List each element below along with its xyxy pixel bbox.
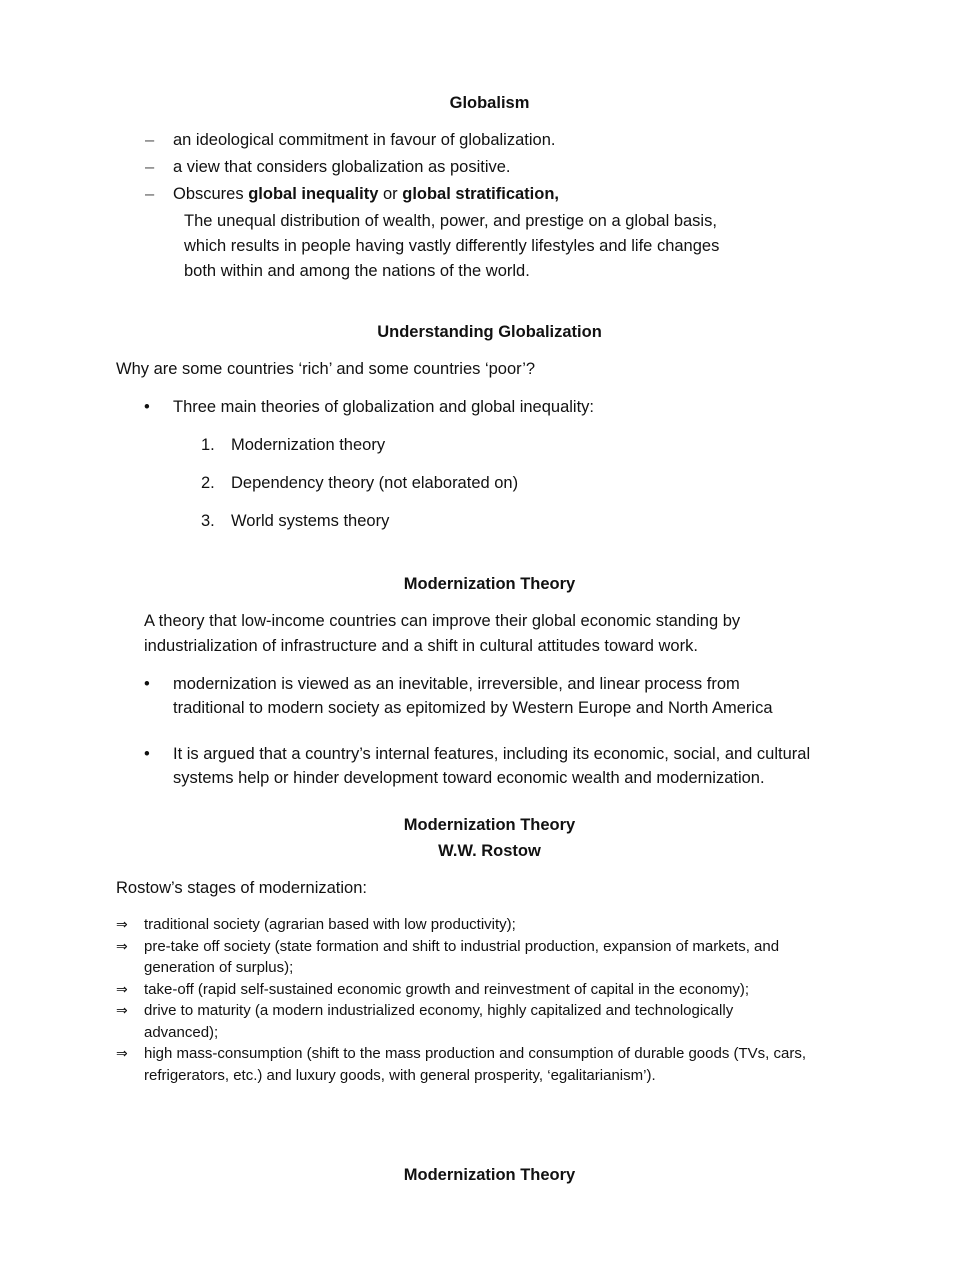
arrow-icon: ⇒ bbox=[116, 1002, 128, 1018]
rostow-subheading: W.W. Rostow bbox=[438, 842, 541, 860]
modernization-definition-line: A theory that low-income countries can improve their global economic standing by bbox=[144, 612, 741, 630]
definition-line: which results in people having vastly differently lifestyles and life changes bbox=[184, 237, 720, 255]
stage-text-continued: refrigerators, etc.) and luxury goods, with general prosperity, ‘egalitarianism’). bbox=[144, 1067, 656, 1084]
list-number: 2. bbox=[201, 474, 215, 492]
arrow-icon: ⇒ bbox=[116, 938, 128, 954]
theory-label: World systems theory bbox=[231, 512, 390, 530]
term-global-stratification: global stratification, bbox=[402, 185, 560, 203]
footer-modernization-heading: Modernization Theory bbox=[403, 1166, 576, 1184]
list-number: 1. bbox=[201, 436, 215, 454]
arrow-icon: ⇒ bbox=[116, 981, 128, 997]
stage-text: drive to maturity (a modern industrialized economy, highly capitalized and technologically bbox=[144, 1002, 734, 1019]
term-global-inequality: global inequality bbox=[248, 185, 379, 203]
stage-text: pre-take off society (state formation and shift to industrial production, expansion of markets, and bbox=[144, 938, 780, 955]
stage-text-continued: advanced); bbox=[144, 1024, 219, 1041]
theory-label: Modernization theory bbox=[231, 436, 386, 454]
globalism-heading: Globalism bbox=[449, 94, 530, 112]
theories-intro: Three main theories of globalization and global inequality: bbox=[173, 398, 595, 416]
bullet-marker: • bbox=[144, 675, 150, 693]
understanding-globalization-heading: Understanding Globalization bbox=[377, 323, 602, 341]
bullet-marker: • bbox=[144, 398, 150, 416]
definition-line: both within and among the nations of the world. bbox=[184, 262, 530, 280]
dash-marker: – bbox=[145, 158, 155, 176]
bullet-marker: • bbox=[144, 745, 150, 763]
arrow-icon: ⇒ bbox=[116, 1045, 128, 1061]
list-item-text: an ideological commitment in favour of globalization. bbox=[173, 131, 556, 149]
stage-text-continued: generation of surplus); bbox=[144, 959, 294, 976]
rich-poor-question: Why are some countries ‘rich’ and some countries ‘poor’? bbox=[116, 360, 536, 378]
arrow-icon: ⇒ bbox=[116, 916, 128, 932]
bullet-text-line: systems help or hinder development toward economic wealth and modernization. bbox=[173, 769, 765, 787]
obscures-text bbox=[173, 182, 559, 207]
stage-text: traditional society (agrarian based with low productivity); bbox=[144, 916, 516, 933]
obscures-or: or bbox=[378, 185, 403, 203]
definition-line: The unequal distribution of wealth, power, and prestige on a global basis, bbox=[184, 212, 717, 230]
list-item-text: a view that considers globalization as positive. bbox=[173, 158, 511, 176]
modernization-theory-heading: Modernization Theory bbox=[403, 575, 576, 593]
bullet-text-line: modernization is viewed as an inevitable, irreversible, and linear process from bbox=[173, 675, 740, 693]
stage-text: take-off (rapid self-sustained economic growth and reinvestment of capital in the economy); bbox=[144, 981, 750, 998]
bullet-text-line: traditional to modern society as epitomized by Western Europe and North America bbox=[173, 699, 773, 717]
bullet-text-line: It is argued that a country’s internal features, including its economic, social, and cultural bbox=[173, 745, 811, 763]
list-number: 3. bbox=[201, 512, 215, 530]
dash-marker: – bbox=[145, 185, 155, 203]
theory-label: Dependency theory (not elaborated on) bbox=[231, 474, 519, 492]
rostow-intro: Rostow’s stages of modernization: bbox=[116, 879, 367, 897]
modernization-definition-line: industrialization of infrastructure and a shift in cultural attitudes toward work. bbox=[144, 637, 698, 655]
stage-text: high mass-consumption (shift to the mass production and consumption of durable goods (TVs, cars, bbox=[144, 1045, 806, 1062]
dash-marker: – bbox=[145, 131, 155, 149]
rostow-heading: Modernization Theory bbox=[403, 816, 576, 834]
obscures-prefix: Obscures bbox=[173, 185, 249, 203]
